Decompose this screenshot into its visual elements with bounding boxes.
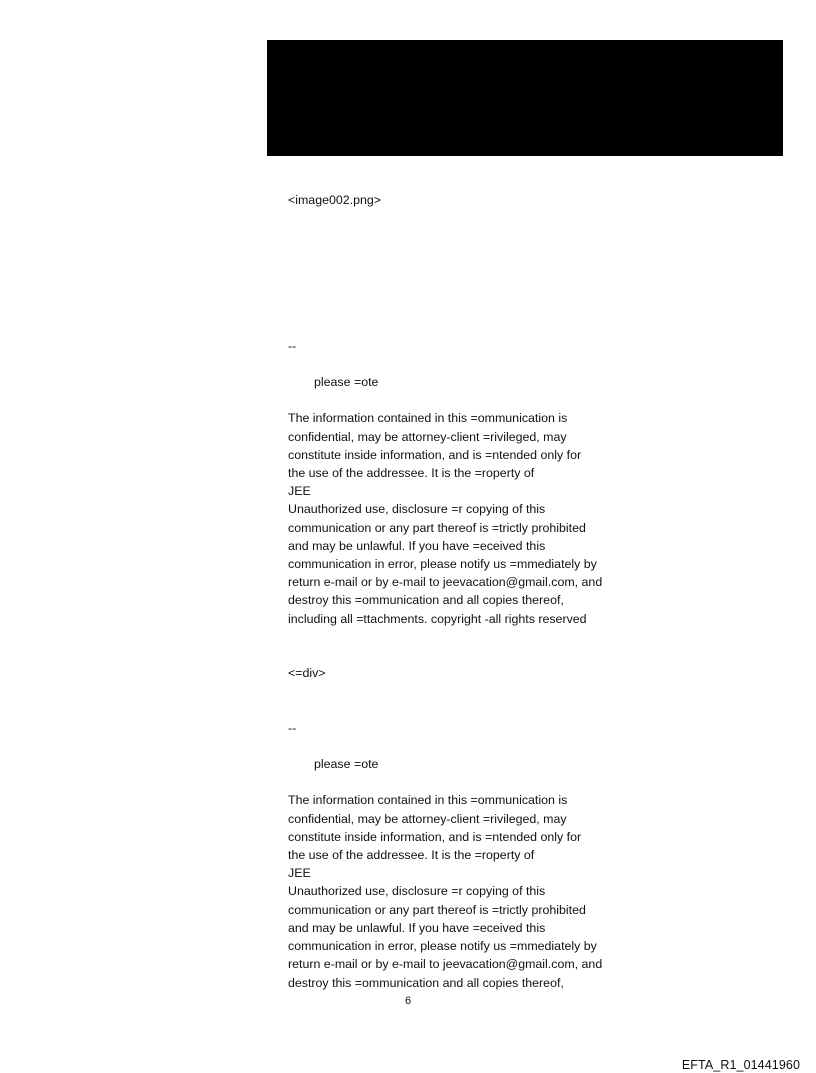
notice-line: communication in error, please notify us =mmediately by: [288, 939, 597, 954]
email-body: [288, 191, 648, 992]
notice-line: Unauthorized use, disclosure =r copying of this: [288, 884, 546, 899]
notice-line: communication or any part thereof is =trictly prohibited: [288, 520, 586, 535]
page-number: 6: [404, 995, 412, 1007]
notice-line: constitute inside information, and is =ntended only for: [288, 447, 582, 462]
image-placeholder: <image002.png>: [288, 193, 382, 207]
signature-separator: --: [288, 338, 297, 353]
notice-line: confidential, may be attorney-client =rivileged, may: [288, 429, 567, 444]
notice-line: communication in error, please notify us =mmediately by: [288, 556, 597, 571]
notice-title: please =ote: [314, 757, 379, 772]
notice-line: JEE: [288, 484, 311, 499]
notice-line: including all =ttachments. copyright -all rights reserved: [288, 611, 587, 626]
confidentiality-notice: [288, 409, 648, 627]
notice-line: and may be unlawful. If you have =eceived this: [288, 538, 546, 553]
signature-separator: --: [288, 720, 297, 735]
notice-line: communication or any part thereof is =trictly prohibited: [288, 902, 586, 917]
notice-line: return e-mail or by e-mail to jeevacation@gmail.com, and: [288, 957, 603, 972]
notice-line: confidential, may be attorney-client =rivileged, may: [288, 811, 567, 826]
confidentiality-notice: [288, 791, 648, 991]
redaction-block: [267, 40, 783, 156]
notice-line: return e-mail or by e-mail to jeevacation@gmail.com, and: [288, 575, 603, 590]
notice-line: the use of the addressee. It is the =roperty of: [288, 465, 535, 480]
notice-line: The information contained in this =ommunication is: [288, 793, 568, 808]
notice-line: The information contained in this =ommunication is: [288, 411, 568, 426]
notice-title: please =ote: [314, 374, 379, 389]
notice-line: destroy this =ommunication and all copies thereof,: [288, 975, 564, 990]
notice-line: the use of the addressee. It is the =roperty of: [288, 848, 535, 863]
bates-number: EFTA_R1_01441960: [681, 1058, 800, 1072]
div-tag: <=div>: [288, 666, 326, 681]
notice-line: destroy this =ommunication and all copies thereof,: [288, 593, 564, 608]
notice-line: Unauthorized use, disclosure =r copying of this: [288, 502, 546, 517]
notice-line: JEE: [288, 866, 311, 881]
notice-line: and may be unlawful. If you have =eceived this: [288, 920, 546, 935]
notice-line: constitute inside information, and is =ntended only for: [288, 829, 582, 844]
